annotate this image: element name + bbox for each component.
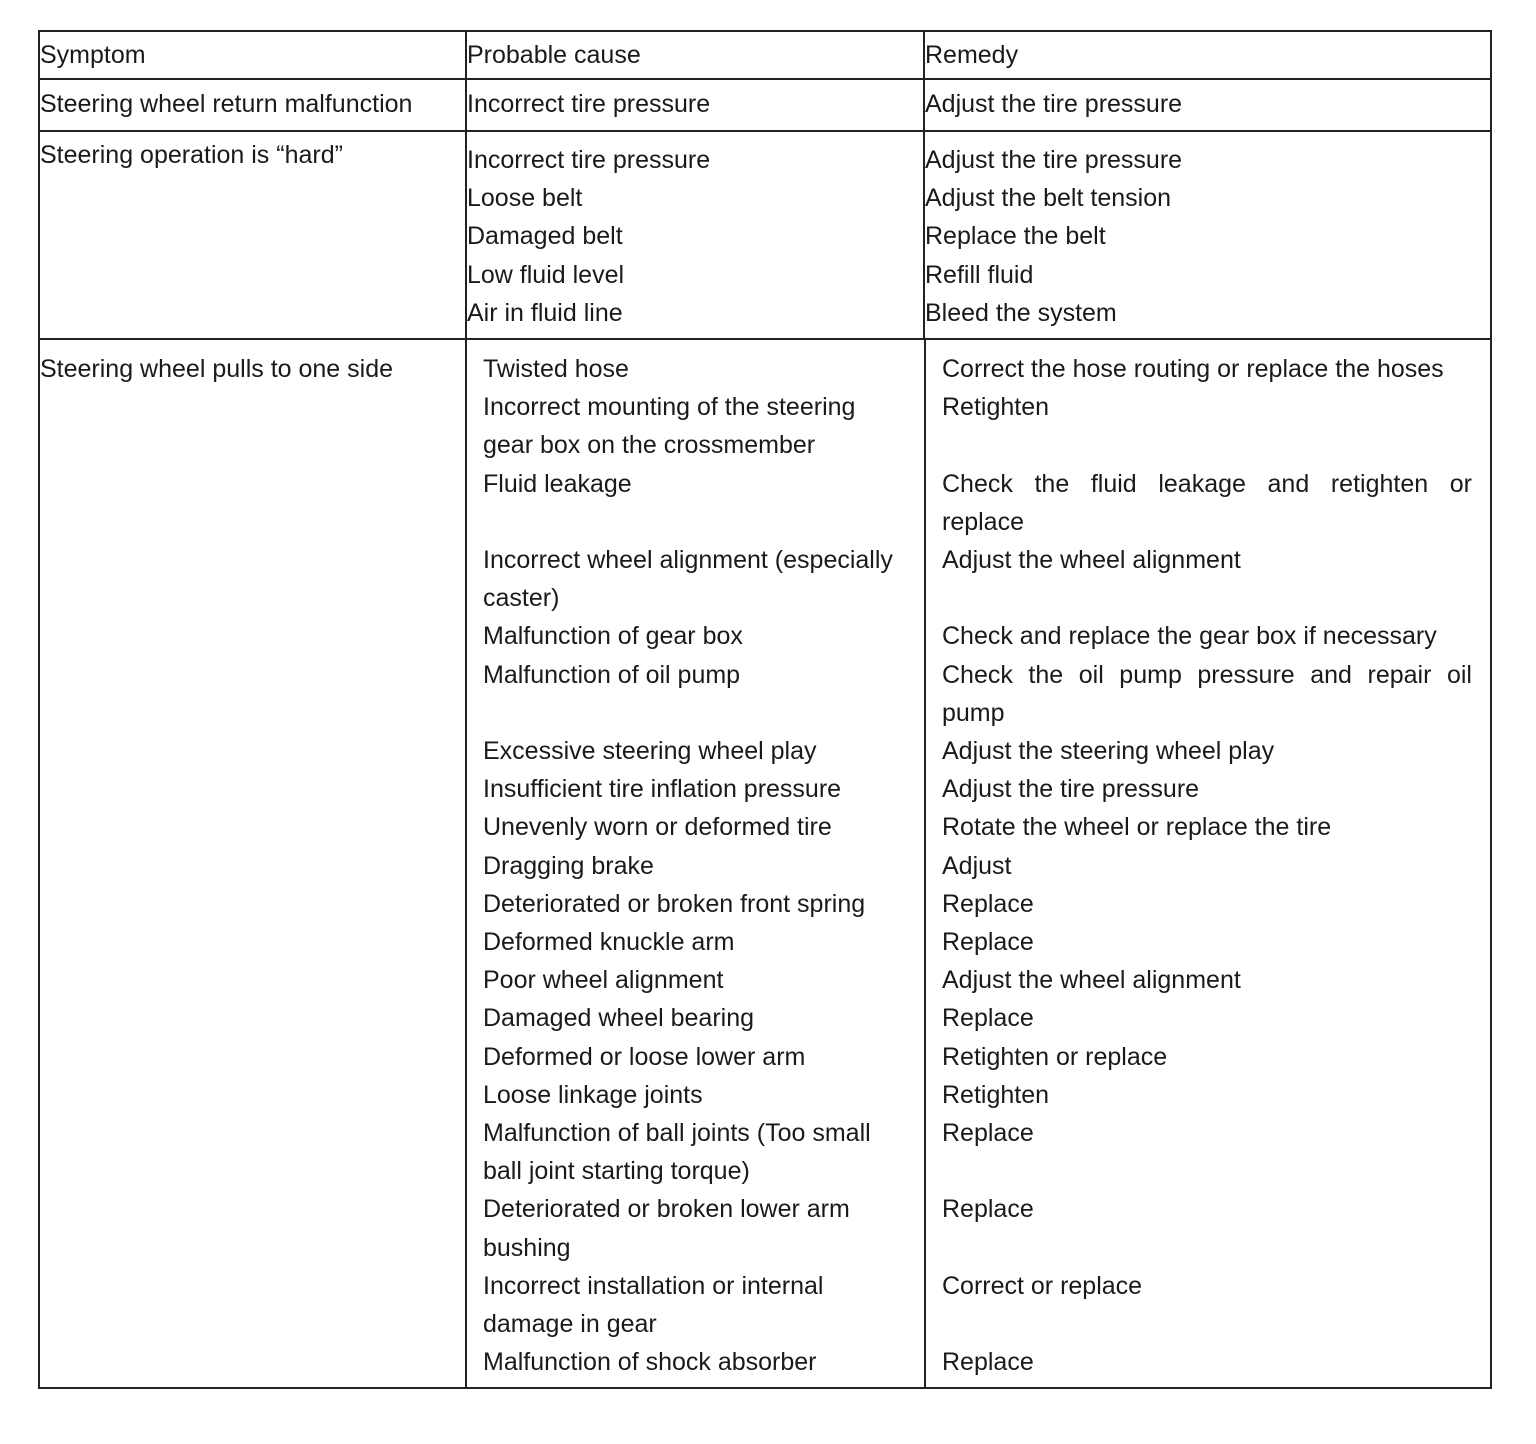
cause-cell — [466, 131, 924, 339]
remedy-cell — [925, 541, 1490, 617]
pair-row — [467, 617, 1490, 655]
pair-row — [467, 656, 1490, 732]
cause-cell — [467, 847, 925, 885]
remedy-cell — [925, 885, 1490, 923]
cause-cell — [467, 808, 925, 846]
cause-text: Deformed knuckle arm — [483, 928, 735, 957]
pair-row — [467, 885, 1490, 923]
pair-row — [467, 732, 1490, 770]
cause-text: Incorrect installation or internal damage in gear — [483, 1271, 824, 1339]
remedy-text: Check the oil pump pressure and repair oil pump — [942, 660, 1472, 727]
cause-text: Excessive steering wheel play — [483, 737, 817, 766]
remedy-cell — [925, 847, 1490, 885]
remedy-text: Replace the belt — [925, 222, 1106, 251]
remedy-cell — [924, 131, 1490, 339]
remedy-cell — [925, 656, 1490, 732]
remedy-cell — [925, 465, 1490, 541]
cause-text: Malfunction of ball joints (Too small ball joint starting torque) — [483, 1119, 871, 1186]
pair-row — [467, 770, 1490, 808]
cause-text: Malfunction of gear box — [483, 622, 743, 651]
pair-row — [467, 1076, 1490, 1114]
pair-row — [467, 999, 1490, 1037]
cause-cell — [467, 732, 925, 770]
table-row — [40, 339, 1490, 1387]
header-symptom: Symptom — [40, 41, 146, 69]
cause-text: Damaged belt — [467, 222, 623, 251]
cause-text: Incorrect tire pressure — [467, 90, 711, 118]
remedy-text: Adjust the belt tension — [925, 184, 1171, 213]
header-probable-cause: Probable cause — [467, 41, 641, 69]
remedy-text: Adjust the tire pressure — [942, 775, 1200, 804]
table-row — [40, 131, 1490, 339]
remedy-text: Check the fluid leakage and retighten or replace — [942, 469, 1472, 536]
cause-text: Air in fluid line — [467, 298, 623, 327]
header-remedy-cell — [924, 32, 1490, 79]
cause-text: Malfunction of shock absorber — [483, 1348, 817, 1377]
cause-text: Loose linkage joints — [483, 1080, 703, 1109]
cause-cell — [467, 541, 925, 617]
pair-row — [467, 808, 1490, 846]
symptom-text: Steering wheel pulls to one side — [40, 355, 394, 383]
cause-text: Twisted hose — [483, 355, 629, 383]
cause-text: Low fluid level — [467, 260, 625, 289]
remedy-cell — [925, 340, 1490, 388]
cause-cell — [467, 340, 925, 388]
cause-cell — [467, 885, 925, 923]
cause-text: Deteriorated or broken front spring — [483, 889, 866, 918]
remedy-text: Adjust — [942, 851, 1012, 880]
cause-cell — [467, 1190, 925, 1266]
remedy-text: Replace — [942, 1119, 1034, 1148]
remedy-cell — [925, 1343, 1490, 1387]
cause-text: Loose belt — [467, 184, 583, 213]
cause-list — [467, 132, 923, 332]
cause-cell — [467, 770, 925, 808]
pair-row — [467, 340, 1490, 388]
cause-cell — [467, 999, 925, 1037]
pair-row — [467, 1190, 1490, 1266]
pair-row — [467, 1038, 1490, 1076]
remedy-text: Replace — [942, 889, 1034, 918]
remedy-text: Replace — [942, 1195, 1034, 1224]
pair-row — [467, 388, 1490, 464]
remedy-text: Retighten — [942, 393, 1050, 422]
pair-row — [467, 1114, 1490, 1190]
cause-text: Deformed or loose lower arm — [483, 1042, 806, 1071]
cause-text: Incorrect tire pressure — [467, 146, 711, 174]
remedy-text: Check and replace the gear box if necessary — [942, 622, 1437, 651]
cause-cell — [467, 1267, 925, 1343]
cause-cell — [467, 617, 925, 655]
remedy-cell — [925, 999, 1490, 1037]
remedy-cell — [925, 961, 1490, 999]
symptom-cell — [40, 339, 466, 1387]
troubleshooting-grid — [40, 32, 1490, 1387]
remedy-text: Adjust the wheel alignment — [942, 966, 1241, 995]
cause-text: Incorrect wheel alignment (especially caster) — [483, 546, 893, 613]
pair-row — [467, 1343, 1490, 1387]
cause-text: Poor wheel alignment — [483, 966, 724, 995]
pair-row — [467, 465, 1490, 541]
remedy-text: Refill fluid — [925, 260, 1034, 289]
header-remedy: Remedy — [925, 41, 1019, 69]
cause-cell — [467, 923, 925, 961]
cause-cell — [467, 1076, 925, 1114]
remedy-text: Adjust the steering wheel play — [942, 737, 1275, 766]
remedy-text: Replace — [942, 1348, 1034, 1377]
remedy-text: Replace — [942, 1004, 1034, 1033]
remedy-text: Bleed the system — [925, 298, 1117, 327]
cause-cell — [466, 79, 924, 131]
remedy-cell — [925, 388, 1490, 464]
cause-text: Deteriorated or broken lower arm bushing — [483, 1195, 850, 1262]
cause-cell — [467, 388, 925, 464]
remedy-text: Retighten — [942, 1080, 1050, 1109]
remedy-cell — [925, 1267, 1490, 1343]
header-cause-cell — [466, 32, 924, 79]
remedy-text: Adjust the tire pressure — [925, 90, 1183, 118]
remedy-text: Correct or replace — [942, 1271, 1143, 1300]
remedy-text: Rotate the wheel or replace the tire — [942, 813, 1332, 842]
symptom-text: Steering wheel return malfunction — [40, 90, 413, 118]
remedy-cell — [925, 1190, 1490, 1266]
remedy-cell — [925, 732, 1490, 770]
symptom-cell — [40, 131, 466, 339]
remedy-text: Correct the hose routing or replace the hoses — [942, 355, 1444, 383]
remedy-cell — [924, 79, 1490, 131]
remedy-cell — [925, 1038, 1490, 1076]
remedy-list — [925, 132, 1490, 332]
cause-text: Insufficient tire inflation pressure — [483, 775, 842, 804]
cause-remedy-pairs — [467, 340, 1490, 1387]
remedy-cell — [925, 770, 1490, 808]
symptom-cell — [40, 79, 466, 131]
cause-text: Unevenly worn or deformed tire — [483, 813, 832, 842]
cause-cell — [467, 1038, 925, 1076]
troubleshooting-table — [38, 30, 1492, 1389]
pair-row — [467, 961, 1490, 999]
cause-text: Incorrect mounting of the steering gear box on the crossmember — [483, 393, 856, 460]
cause-cell — [467, 1114, 925, 1190]
header-row — [40, 32, 1490, 79]
remedy-cell — [925, 1114, 1490, 1190]
cause-text: Fluid leakage — [483, 469, 632, 498]
remedy-cell — [925, 923, 1490, 961]
remedy-text: Adjust the tire pressure — [925, 146, 1183, 174]
cause-remedy-cell — [466, 339, 1490, 1387]
cause-text: Malfunction of oil pump — [483, 660, 741, 689]
pair-row — [467, 923, 1490, 961]
remedy-cell — [925, 1076, 1490, 1114]
cause-cell — [467, 465, 925, 541]
pair-row — [467, 847, 1490, 885]
cause-text: Damaged wheel bearing — [483, 1004, 755, 1033]
remedy-text: Replace — [942, 928, 1034, 957]
table-row — [40, 79, 1490, 131]
header-symptom-cell — [40, 32, 466, 79]
cause-cell — [467, 1343, 925, 1387]
remedy-text: Adjust the wheel alignment — [942, 546, 1241, 575]
cause-cell — [467, 961, 925, 999]
cause-text: Dragging brake — [483, 851, 654, 880]
symptom-text: Steering operation is “hard” — [40, 141, 343, 169]
pair-row — [467, 541, 1490, 617]
remedy-text: Retighten or replace — [942, 1042, 1168, 1071]
pair-row — [467, 1267, 1490, 1343]
remedy-cell — [925, 617, 1490, 655]
cause-cell — [467, 656, 925, 732]
remedy-cell — [925, 808, 1490, 846]
